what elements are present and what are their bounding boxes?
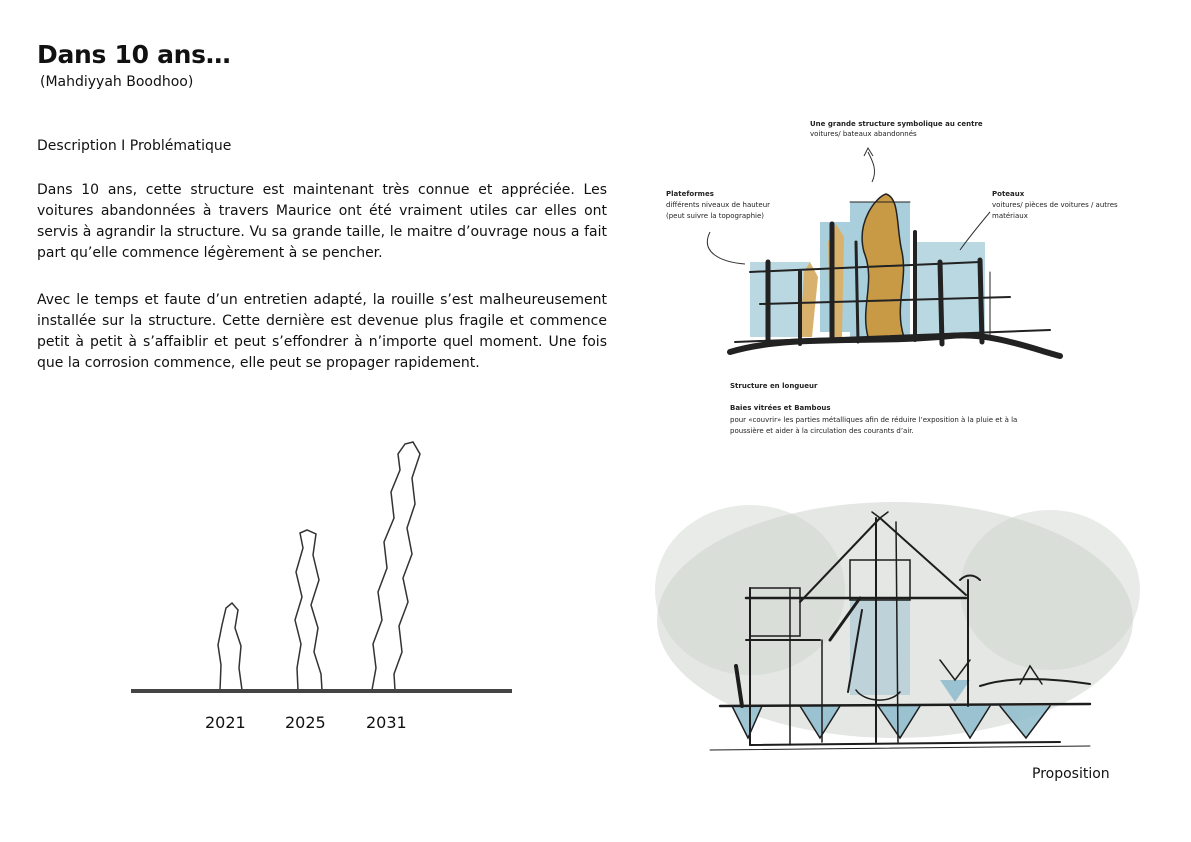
structure-outline-2025 bbox=[295, 530, 322, 690]
annotation-bottom-title: Structure en longueur bbox=[730, 382, 818, 390]
year-label-2025: 2025 bbox=[285, 713, 326, 732]
author-name: (Mahdiyyah Boodhoo) bbox=[40, 74, 194, 90]
structure-outline-2021 bbox=[218, 603, 242, 690]
annotation-left-sub-1: différents niveaux de hauteur bbox=[666, 201, 771, 209]
page-title: Dans 10 ans… bbox=[37, 40, 231, 69]
annotation-glass-title: Baies vitrées et Bambous bbox=[730, 404, 831, 412]
proposition-caption: Proposition bbox=[1032, 766, 1110, 782]
annotation-right-title: Poteaux bbox=[992, 190, 1025, 198]
description-paragraph-2: Avec le temps et faute d’un entretien adapté, la rouille s’est malheureusement installée sur la structure. Cette dernière est devenue plus fragile et commence petit à petit à s’affaiblir et peut s’effondrer à n’importe quel moment. Une fois que la corrosion commence, elle peut se propager rapidement. bbox=[37, 292, 607, 371]
annotation-glass-line-1: pour «couvrir» les parties métalliques afin de réduire l’exposition à la pluie et à la bbox=[730, 416, 1018, 424]
annotation-glass-line-2: poussière et aider à la circulation des courants d’air. bbox=[730, 427, 914, 435]
section-heading: Description I Problématique bbox=[37, 138, 232, 154]
concept-sketch bbox=[650, 112, 1130, 472]
annotation-left-sub-2: (peut suivre la topographie) bbox=[666, 212, 764, 220]
annotation-left-title: Plateformes bbox=[666, 190, 714, 198]
annotation-right-sub-2: matériaux bbox=[992, 212, 1028, 220]
annotation-right-sub-1: voitures/ pièces de voitures / autres bbox=[992, 201, 1118, 209]
structure-outline-2031 bbox=[372, 442, 420, 690]
proposition-sketch bbox=[650, 480, 1140, 765]
growth-diagram bbox=[120, 430, 520, 700]
annotation-center-sub: voitures/ bateaux abandonnés bbox=[810, 130, 917, 138]
year-label-2021: 2021 bbox=[205, 713, 246, 732]
description-paragraph-1: Dans 10 ans, cette structure est maintenant très connue et appréciée. Les voitures abandonnées à travers Maurice ont été vraiment utiles car elles ont servis à agrandir la structure. Vu sa grande taille, le maitre d’ouvrage nous a fait part qu’elle commence légèrement à se pencher. bbox=[37, 182, 607, 261]
annotation-center-title: Une grande structure symbolique au centre bbox=[810, 120, 983, 128]
year-label-2031: 2031 bbox=[366, 713, 407, 732]
